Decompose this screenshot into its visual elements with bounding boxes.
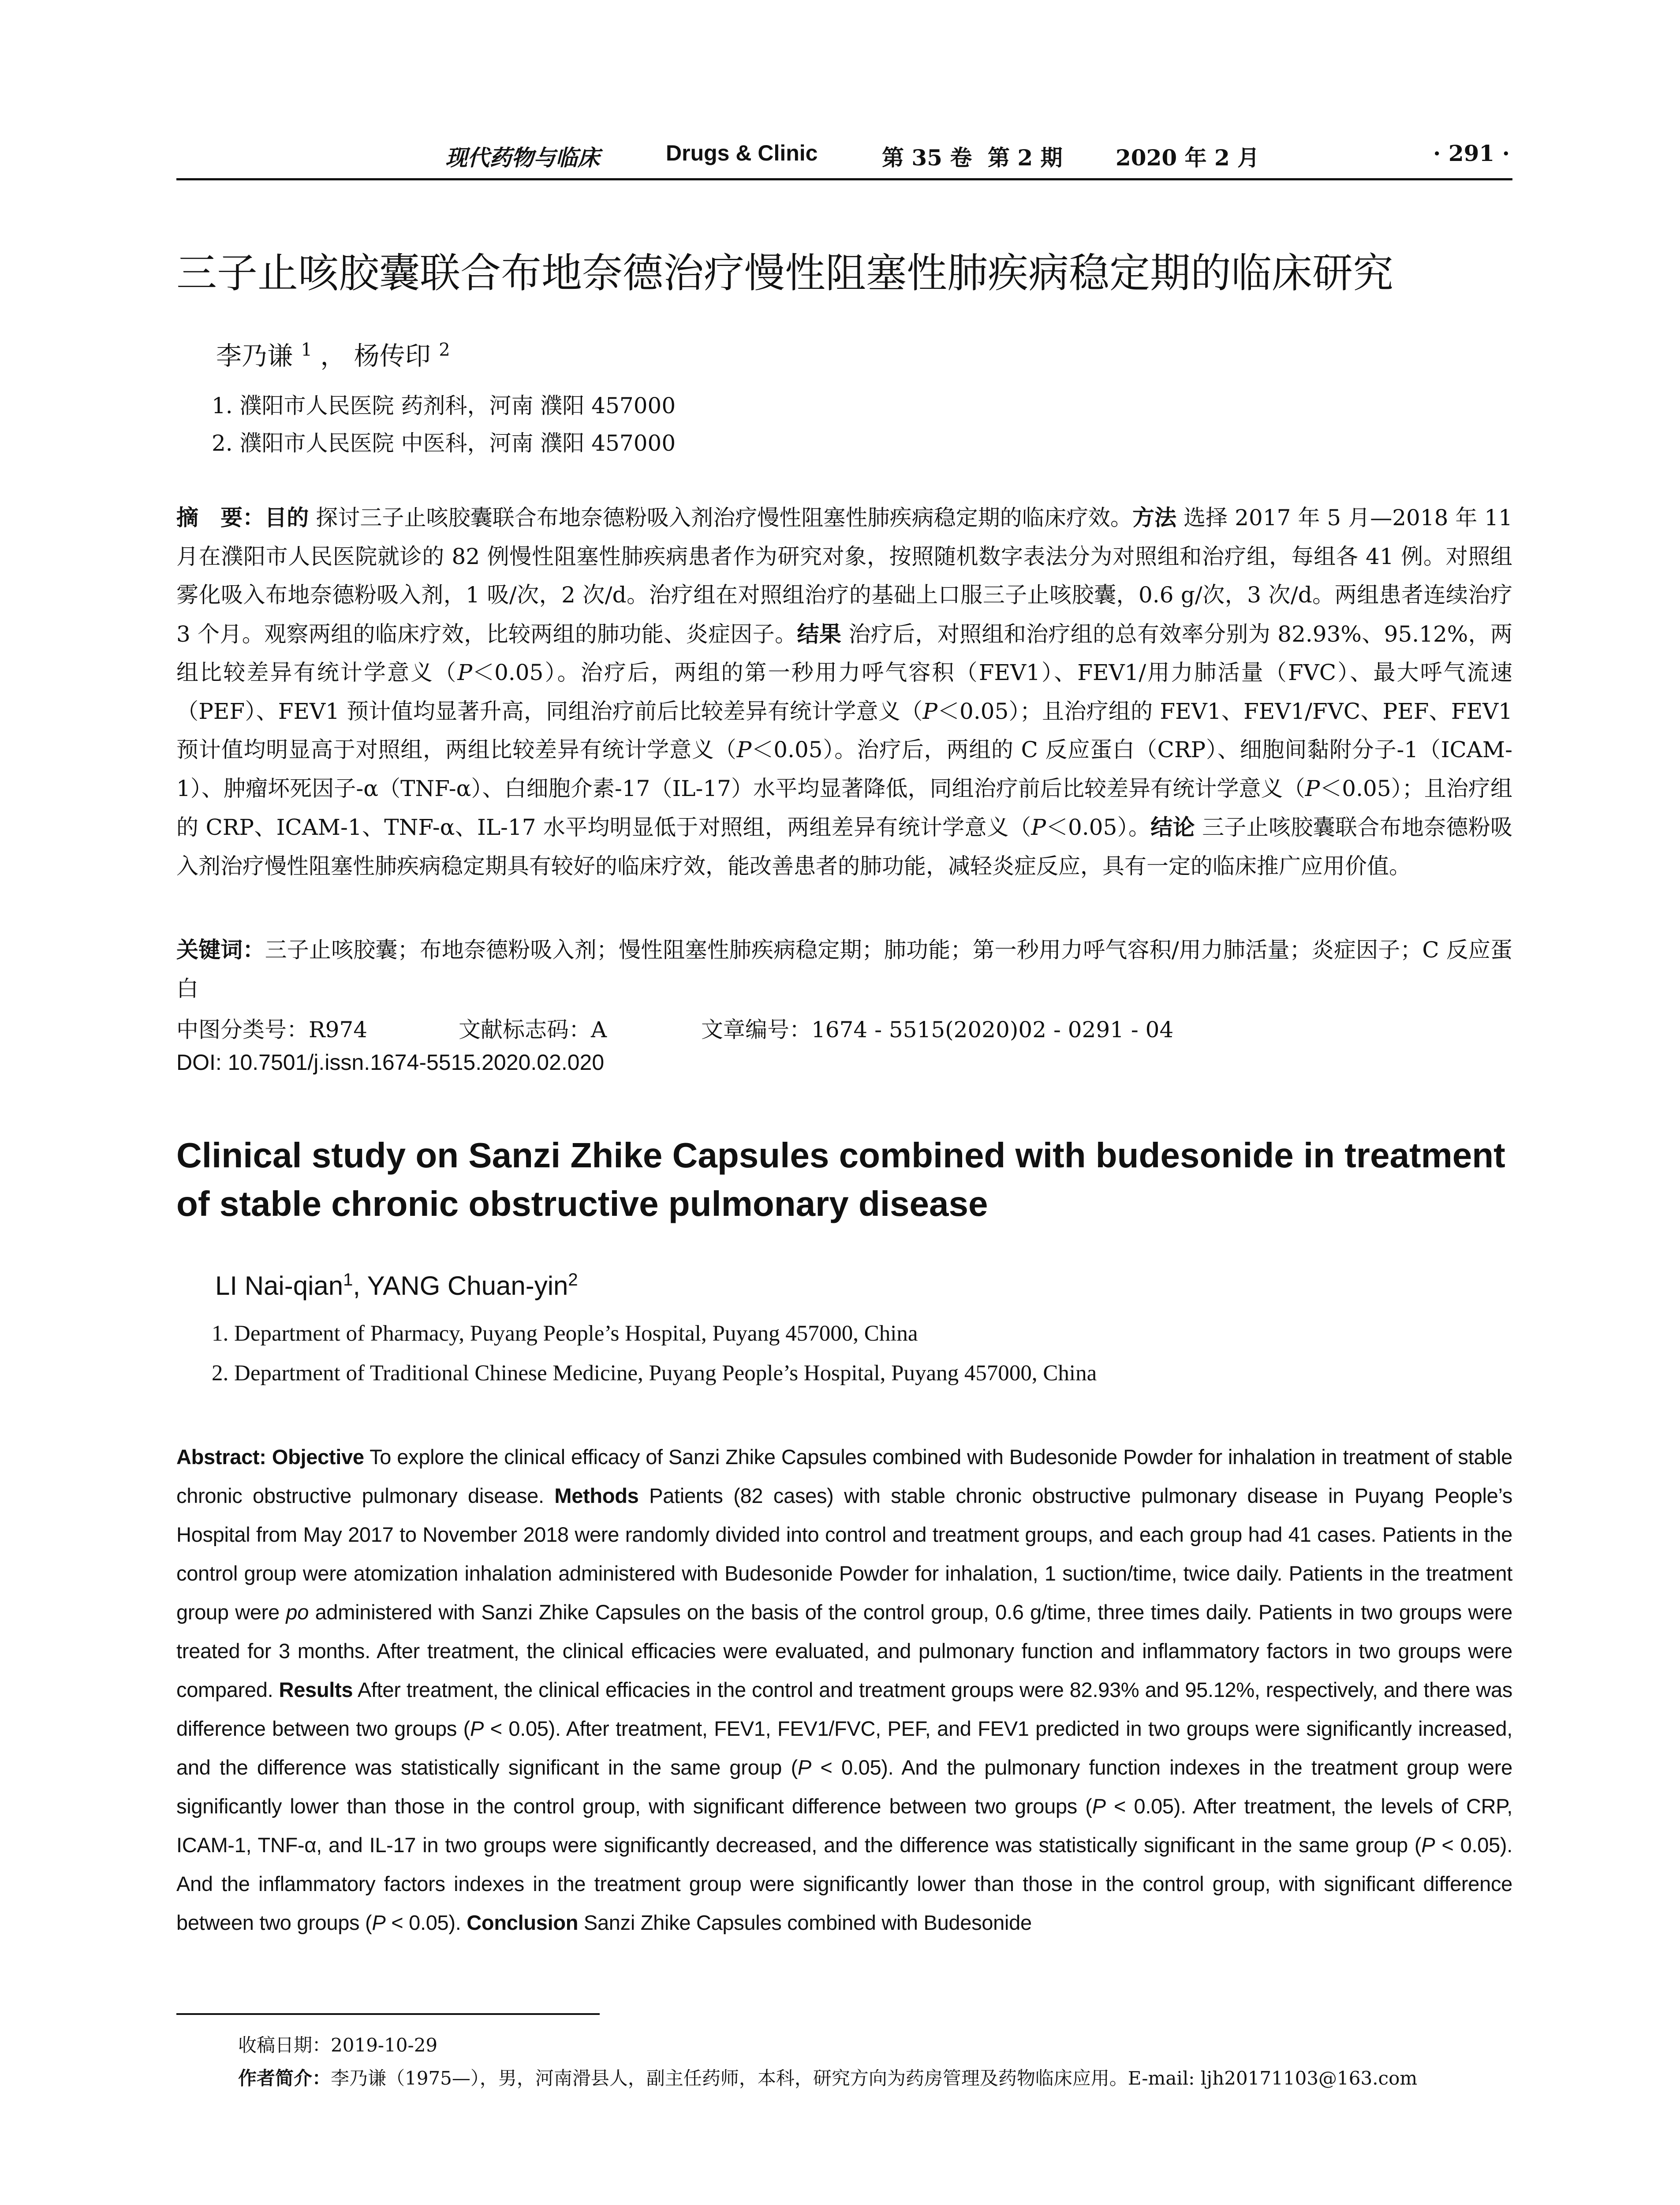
methods-label: Methods [554, 1484, 639, 1507]
author-separator: ， [320, 341, 346, 371]
results-label: Results [279, 1678, 353, 1701]
p-symbol: P [1092, 1794, 1106, 1818]
p-value: < 0.05). [1435, 1833, 1512, 1857]
results-label: 结果 [797, 620, 842, 647]
results-text: And the pulmonary function indexes in the treatment group were significantly lower than those in the control group, with significant difference between two groups ( [176, 1756, 1512, 1818]
p-symbol: P [372, 1911, 386, 1934]
conclusion-text: Sanzi Zhike Capsules combined with Budesonide [583, 1911, 1032, 1934]
punctuation: 。 [834, 737, 857, 762]
results-text: 且治疗组的 FEV1、FEV1/FVC、PEF、FEV1 预计值均明显高于对照组，两组比较差异有统计学意义（ [176, 698, 1513, 762]
conclusion-label: 结论 [1150, 814, 1195, 840]
methods-label: 方法 [1132, 505, 1177, 531]
page-number: · 291 · [1433, 140, 1510, 166]
methods-text: administered with Sanzi Zhike Capsules on the basis of the control group, 0.6 g/time, three times daily. Patients in two groups were treated for 3 months. After treatment, the clinical efficacies were evaluated, and pulmonary function and inflammatory factors in two groups were compared. [176, 1600, 1512, 1701]
affiliation-cn-2: 2. 濮阳市人民医院 中医科，河南 濮阳 457000 [212, 430, 676, 456]
po-abbreviation: po [286, 1600, 309, 1624]
conclusion-label: Conclusion [467, 1911, 579, 1934]
abstract-label: Abstract: [176, 1445, 266, 1469]
p-symbol: P [797, 1756, 811, 1779]
volume: 第 35 卷 [882, 145, 972, 171]
running-header [176, 140, 1512, 176]
author-name: LI Nai-qian [215, 1271, 343, 1301]
punctuation: ； [1019, 698, 1042, 724]
methods-text: 选择 2017 年 5 月—2018 年 11 月在濮阳市人民医院就诊的 82 例慢性阻塞性肺疾病患者作为研究对象，按照随机数字表法分为对照组和治疗组，每组各 41 例。对照组雾化吸入布地奈德粉吸入剂，1 吸/次，2 次/d。治疗组在对照组治疗的基础上口服三子止咳胶囊，0.6 g/次，3 次/d。两组患者连续治疗 3 个月。观察两组的临床疗效，比较两组的肺功能、炎症因子。 [176, 505, 1513, 647]
issue: 第 2 期 [988, 145, 1063, 171]
results-text: 且治疗组的 CRP、ICAM-1、TNF-α、IL-17 水平均明显低于对照组，两组差异有统计学意义（ [176, 775, 1512, 840]
author-bio [238, 2064, 1417, 2090]
affiliation-en-1: 1. Department of Pharmacy, Puyang People’s Hospital, Puyang 457000, China [212, 1321, 918, 1346]
journal-name-en: Drugs & Clinic [666, 141, 818, 165]
results-text: After treatment, the clinical efficacies in the control and treatment groups were 82.93% and 95.12%, respectively, and there was difference between two groups ( [176, 1678, 1513, 1740]
received-date: 收稿日期：2019-10-29 [238, 2034, 438, 2056]
results-text: And the inflammatory factors indexes in the treatment group were significantly lower than those in the control group, with significant difference between two groups ( [176, 1872, 1512, 1934]
doi: DOI: 10.7501/j.issn.1674-5515.2020.02.020 [176, 1050, 605, 1075]
author-name: 李乃谦 [216, 341, 293, 371]
p-symbol: P [1031, 815, 1046, 840]
document-code: 文献标志码：A [459, 1017, 607, 1043]
p-value: < 0.05). [1105, 1794, 1186, 1818]
affiliation-marker: 1 [301, 340, 312, 360]
affiliation-marker: 1 [343, 1270, 353, 1289]
author-separator: , [353, 1271, 367, 1301]
results-text: After treatment, FEV1, FEV1/FVC, PEF, and FEV1 predicted in two groups were significantly increased, and the difference was statistically significant in the same group ( [176, 1717, 1512, 1779]
keywords-text: 三子止咳胶囊；布地奈德粉吸入剂；慢性阻塞性肺疾病稳定期；肺功能；第一秒用力呼气容积/用力肺活量；炎症因子；C 反应蛋白 [176, 937, 1513, 1002]
affiliation-marker: 2 [568, 1270, 578, 1289]
abstract-cn [176, 498, 1512, 886]
punctuation: 。 [557, 660, 581, 685]
p-symbol: P [922, 698, 938, 724]
conclusion-text: 三子止咳胶囊联合布地奈德粉吸入剂治疗慢性阻塞性肺疾病稳定期具有较好的临床疗效，能改善患者的肺功能，减轻炎症反应，具有一定的临床推广应用价值。 [176, 815, 1513, 879]
header-rule [176, 178, 1512, 180]
p-value: ＜0.05） [937, 698, 1020, 724]
methods-text: Patients (82 cases) with stable chronic obstructive pulmonary disease in Puyang People’s Hospital from May 2017 to November 2018 were randomly divided into control and treatment groups, and each group had 41 cases. Patients in the control group were atomization inhalation administered with Budesonide Powder for inhalation, 1 suction/time, twice daily. Patients in the treatment group were [176, 1484, 1512, 1624]
p-symbol: P [457, 660, 473, 685]
footnote-rule [176, 2013, 600, 2015]
publication-date: 2020 年 2 月 [1116, 145, 1260, 171]
results-text: After treatment, the levels of CRP, ICAM-1, TNF-α, and IL-17 in two groups were significantly decreased, and the difference was statistically significant in the same group ( [176, 1794, 1512, 1857]
p-symbol: P [1305, 775, 1320, 801]
p-value: < 0.05). [484, 1717, 561, 1740]
objective-label: 目的 [265, 505, 309, 531]
objective-label: Objective [272, 1445, 364, 1469]
article-number: 文章编号：1674 - 5515(2020)02 - 0291 - 04 [701, 1017, 1174, 1043]
results-text: 治疗后，对照组和治疗组的总有效率分别为 82.93%、95.12%，两组比较差异有统计学意义（ [176, 621, 1512, 685]
authors-en [215, 1270, 578, 1301]
p-symbol: P [470, 1717, 484, 1740]
class-number: 中图分类号：R974 [176, 1017, 368, 1043]
author-name: YANG Chuan-yin [367, 1271, 568, 1301]
affiliation-marker: 2 [439, 340, 450, 360]
keywords-label: 关键词： [176, 937, 265, 963]
p-value: ＜0.05） [1320, 775, 1402, 801]
bio-label: 作者简介： [238, 2067, 331, 2089]
article-title-cn: 三子止咳胶囊联合布地奈德治疗慢性阻塞性肺疾病稳定期的临床研究 [176, 250, 1394, 297]
objective-text: 探讨三子止咳胶囊联合布地奈德粉吸入剂治疗慢性阻塞性肺疾病稳定期的临床疗效。 [316, 505, 1133, 531]
results-text: 治疗后，两组的 C 反应蛋白（CRP）、细胞间黏附分子-1（ICAM-1）、肿瘤坏死因子-α（TNF-α）、白细胞介素-17（IL-17）水平均显著降低，同组治疗前后比较差异有统计学意义（ [176, 737, 1513, 801]
p-value: ＜0.05） [751, 737, 835, 762]
p-value: < 0.05). [385, 1911, 461, 1934]
abstract-label: 摘 要： [176, 505, 265, 531]
p-symbol: P [736, 737, 752, 762]
punctuation: ； [1402, 775, 1424, 801]
classification-line [176, 1012, 1512, 1047]
article-title-en: Clinical study on Sanzi Zhike Capsules combined with budesonide in treatment of stable chronic obstructive pulmonary disease [176, 1136, 1505, 1223]
punctuation: 。 [1128, 815, 1151, 840]
p-value: ＜0.05） [472, 660, 557, 685]
p-value: ＜0.05） [1046, 815, 1128, 840]
results-text: 治疗后，两组的第一秒用力呼气容积（FEV1）、FEV1/用力肺活量（FVC）、最大呼气流速（PEF）、FEV1 预计值均显著升高，同组治疗前后比较差异有统计学意义（ [176, 660, 1513, 724]
journal-name-cn: 现代药物与临床 [445, 145, 600, 171]
p-symbol: P [1421, 1833, 1435, 1857]
affiliation-en-2: 2. Department of Traditional Chinese Medicine, Puyang People’s Hospital, Puyang 457000, China [212, 1361, 1097, 1386]
objective-text: To explore the clinical efficacy of Sanzi Zhike Capsules combined with Budesonide Powder for inhalation in treatment of stable chronic obstructive pulmonary disease. [176, 1445, 1512, 1507]
p-value: < 0.05). [811, 1756, 894, 1779]
author-name: 杨传印 [354, 341, 431, 371]
abstract-en [176, 1438, 1512, 1942]
bio-text: 李乃谦（1975—），男，河南滑县人，副主任药师，本科，研究方向为药房管理及药物临床应用。E-mail: ljh20171103@163.com [331, 2067, 1418, 2089]
affiliation-cn-1: 1. 濮阳市人民医院 药剂科，河南 濮阳 457000 [212, 393, 676, 419]
keywords-cn [176, 931, 1512, 1008]
authors-cn [216, 335, 450, 372]
